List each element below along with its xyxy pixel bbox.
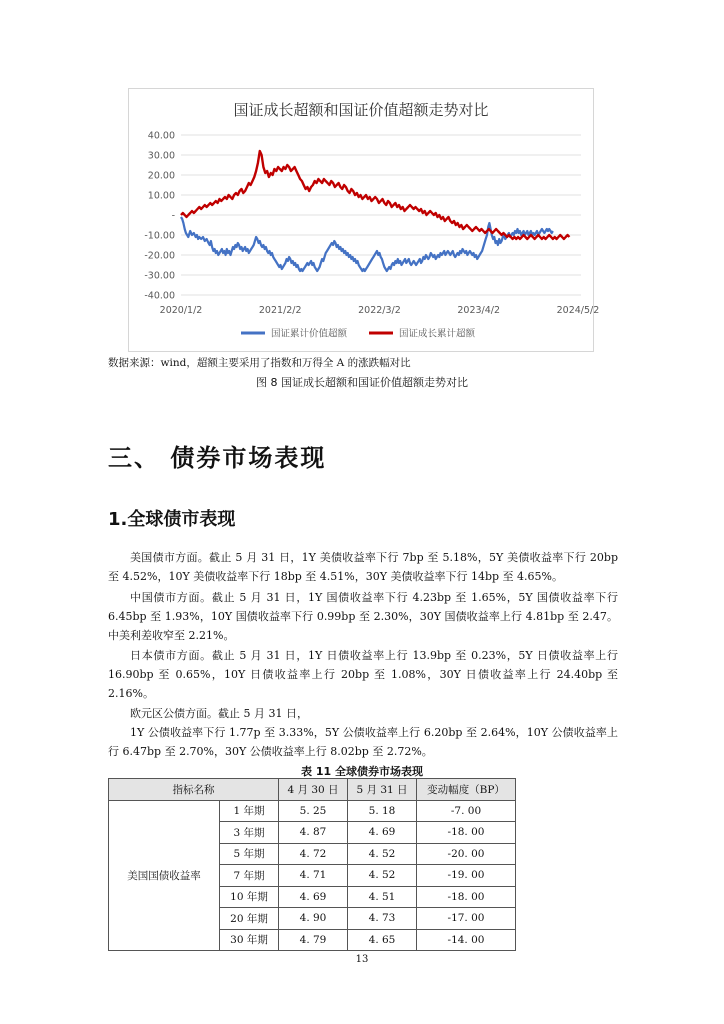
- apr-cell: 4. 72: [279, 843, 348, 865]
- may-cell: 5. 18: [348, 800, 417, 822]
- may-cell: 4. 52: [348, 843, 417, 865]
- x-tick-label: 2020/1/2: [159, 305, 203, 316]
- apr-cell: 4. 79: [279, 929, 348, 951]
- apr-cell: 5. 25: [279, 800, 348, 822]
- y-tick-label: 10.00: [147, 190, 175, 202]
- section-heading: 三、 债券市场表现: [108, 443, 327, 472]
- change-cell: -14. 00: [417, 929, 516, 951]
- chart-container: [128, 88, 600, 352]
- y-tick-label: -20.00: [144, 250, 175, 262]
- legend-label: 国证成长累计超额: [399, 328, 476, 340]
- paragraph-us: 美国债市方面。截止 5 月 31 日，1Y 美债收益率下行 7bp 至 5.18%，5Y 美债收益率下行 20bp 至 4.52%，10Y 美债收益率下行 18bp 至 4.51%，30Y 美债收益率下行 14bp 至 4.65%。: [108, 551, 618, 584]
- figure-caption: 图 8 国证成长超额和国证价值超额走势对比: [256, 376, 468, 389]
- line-chart: [129, 89, 600, 351]
- term-cell: 20 年期: [220, 908, 279, 930]
- change-cell: -18. 00: [417, 886, 516, 908]
- subsection-heading: 1.全球债市表现: [108, 509, 236, 530]
- change-cell: -7. 00: [417, 800, 516, 822]
- apr-cell: 4. 71: [279, 865, 348, 887]
- may-cell: 4. 52: [348, 865, 417, 887]
- term-cell: 1 年期: [220, 800, 279, 822]
- x-tick-label: 2024/5/2: [556, 305, 600, 316]
- apr-cell: 4. 69: [279, 886, 348, 908]
- x-tick-label: 2021/2/2: [258, 305, 302, 316]
- table-row: [109, 800, 516, 822]
- term-cell: 7 年期: [220, 865, 279, 887]
- term-cell: 30 年期: [220, 929, 279, 951]
- y-tick-label: 40.00: [147, 130, 175, 142]
- bond-table: [108, 778, 516, 951]
- source-note: 数据来源：wind，超额主要采用了指数和万得全 A 的涨跌幅对比: [108, 357, 411, 369]
- paragraph-eu: 欧元区公债方面。截止 5 月 31 日，: [130, 707, 308, 720]
- change-cell: -19. 00: [417, 865, 516, 887]
- may-cell: 4. 73: [348, 908, 417, 930]
- paragraph-eu-detail: 1Y 公债收益率下行 1.77p 至 3.33%，5Y 公债收益率上行 6.20bp 至 2.64%，10Y 公债收益率上行 6.47bp 至 2.70%，30Y 公债收益率上行 8.02bp 至 2.72%。: [108, 726, 618, 759]
- chart-title: 国证成长超额和国证价值超额走势对比: [233, 101, 489, 119]
- y-tick-label: -30.00: [144, 270, 175, 282]
- y-tick-label: -: [171, 210, 175, 222]
- may-cell: 4. 51: [348, 886, 417, 908]
- page-number: 13: [355, 954, 369, 965]
- y-tick-label: 30.00: [147, 150, 175, 162]
- y-tick-label: 20.00: [147, 170, 175, 182]
- paragraph-cn: 中国债市方面。截止 5 月 31 日，1Y 国债收益率下行 4.23bp 至 1.65%，5Y 国债收益率下行 6.45bp 至 1.93%，10Y 国债收益率下行 0.99bp 至 2.30%，30Y 国债收益率上行 4.81bp 至 2.47。中美利差收窄至 2.21%。: [108, 591, 618, 643]
- x-tick-label: 2023/4/2: [457, 305, 501, 316]
- term-cell: 5 年期: [220, 843, 279, 865]
- table-title: 表 11 全球债券市场表现: [301, 765, 423, 778]
- term-cell: 10 年期: [220, 886, 279, 908]
- apr-cell: 4. 87: [279, 822, 348, 844]
- header-may: 5 月 31 日: [348, 779, 417, 801]
- header-apr: 4 月 30 日: [279, 779, 348, 801]
- y-tick-label: -40.00: [144, 290, 175, 302]
- apr-cell: 4. 90: [279, 908, 348, 930]
- header-indicator: 指标名称: [109, 779, 279, 801]
- paragraph-jp: 日本债市方面。截止 5 月 31 日，1Y 日债收益率上行 13.9bp 至 0.23%，5Y 日债收益率上行 16.90bp 至 0.65%，10Y 日债收益率上行 20bp 至 1.08%，30Y 日债收益率上行 24.40bp 至 2.16%。: [108, 649, 618, 701]
- change-cell: -18. 00: [417, 822, 516, 844]
- header-change: 变动幅度（BP）: [417, 779, 516, 801]
- series-line-1: [181, 217, 553, 271]
- y-tick-label: -10.00: [144, 230, 175, 242]
- x-tick-label: 2022/3/2: [358, 305, 401, 316]
- may-cell: 4. 69: [348, 822, 417, 844]
- category-cell: 美国国债收益率: [109, 800, 220, 951]
- table-header-row: [109, 779, 516, 801]
- change-cell: -20. 00: [417, 843, 516, 865]
- legend-label: 国证累计价值超额: [271, 328, 348, 340]
- may-cell: 4. 65: [348, 929, 417, 951]
- term-cell: 3 年期: [220, 822, 279, 844]
- change-cell: -17. 00: [417, 908, 516, 930]
